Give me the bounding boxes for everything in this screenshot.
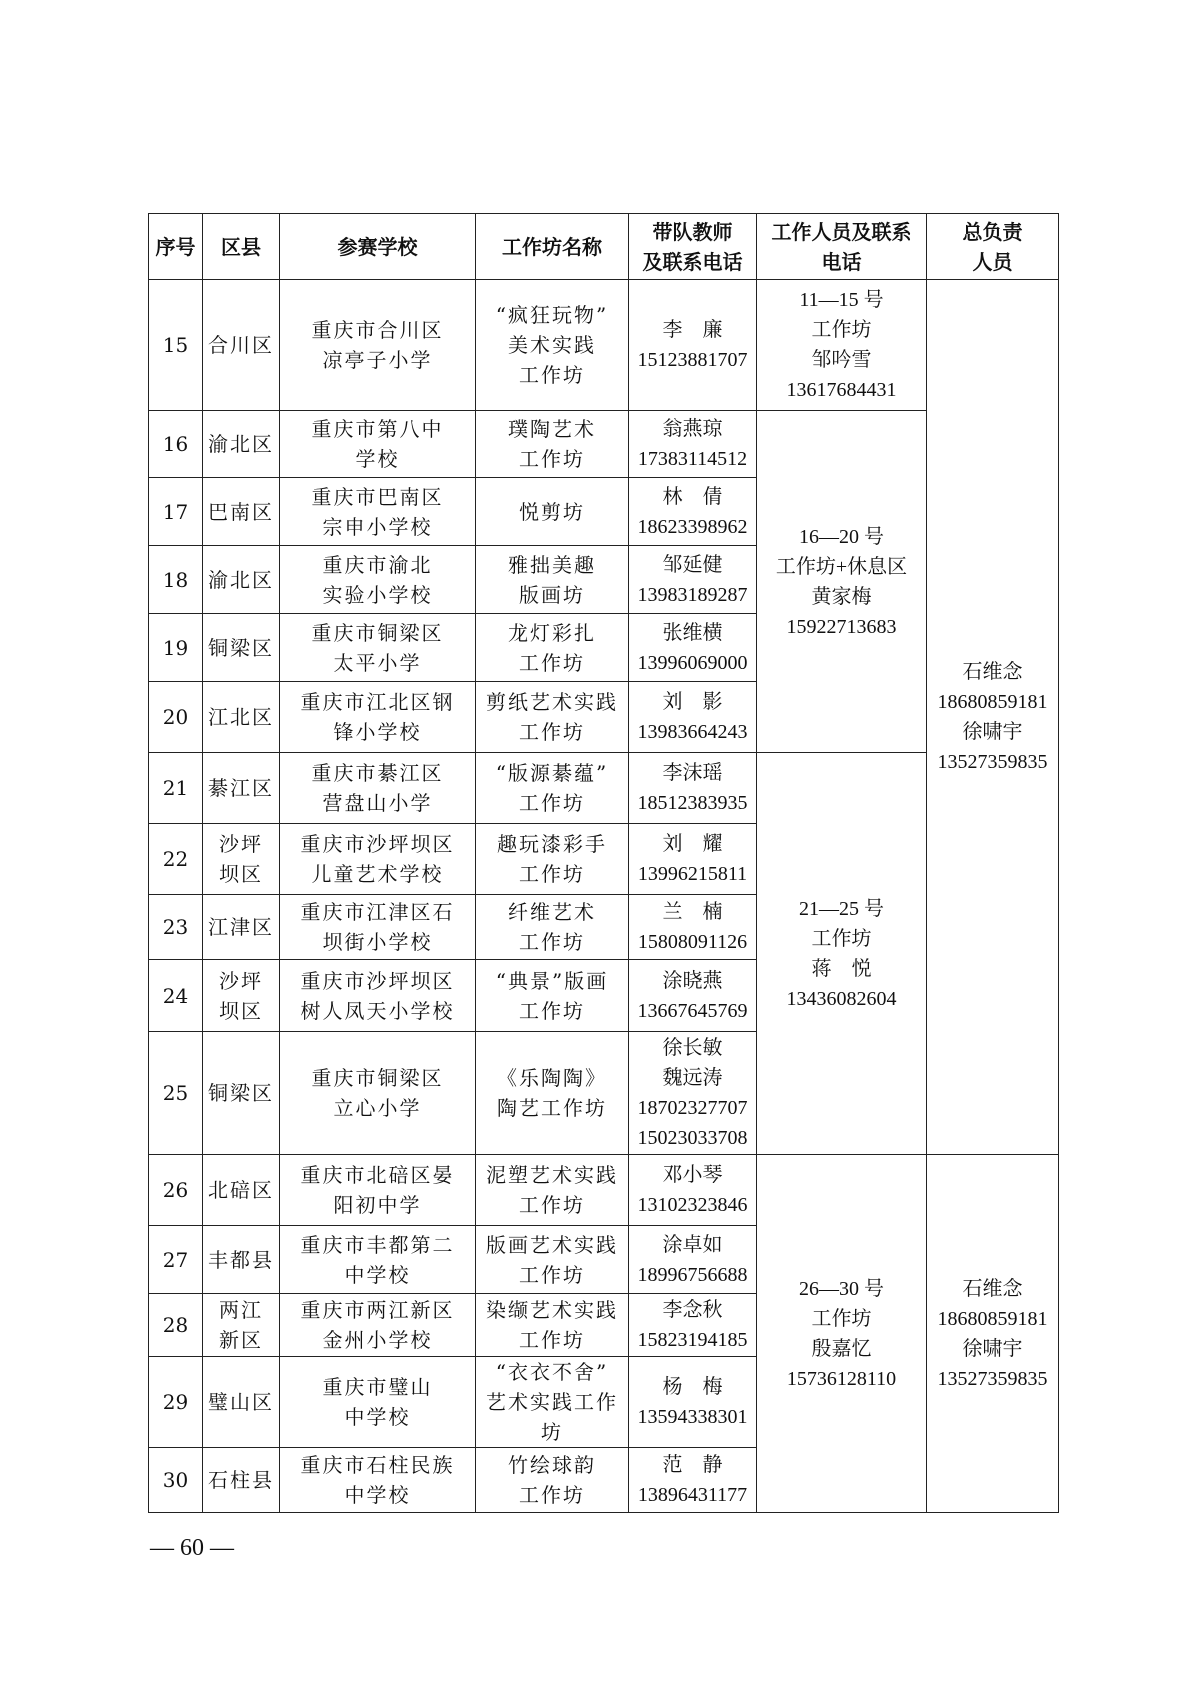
header-staff-line: 工作人员及联系 — [771, 219, 912, 244]
cell-school — [280, 682, 476, 753]
cell-teacher — [629, 614, 757, 682]
header-district: 区县 — [203, 214, 280, 280]
cell-school-line: 阳初中学 — [333, 1193, 422, 1217]
cell-workshop — [476, 1294, 629, 1357]
header-staff-line: 电话 — [821, 249, 862, 274]
cell-district-line: 铜梁区 — [208, 635, 274, 660]
cell-workshop-line: 工作坊 — [519, 998, 585, 1023]
table-row — [149, 280, 1059, 411]
cell-staff-group-line: 邹吟雪 — [811, 349, 872, 371]
cell-chief-group-line: 18680859181 — [937, 691, 1048, 713]
cell-school-line: 中学校 — [344, 1405, 411, 1429]
cell-school-line: 中学校 — [344, 1483, 411, 1507]
cell-teacher-line: 张维横 — [662, 621, 723, 644]
cell-staff-group — [757, 753, 927, 1155]
cell-staff-group-line: 工作坊 — [811, 927, 872, 950]
cell-seq: 15 — [149, 280, 203, 411]
cell-district-line: 坝区 — [219, 998, 263, 1023]
cell-staff-group-line: 16—20 号 — [799, 525, 884, 548]
cell-teacher — [629, 895, 757, 960]
cell-workshop-line: 工作坊 — [519, 650, 585, 675]
cell-district — [203, 1357, 280, 1448]
cell-staff-group-line: 殷嘉忆 — [811, 1337, 872, 1360]
cell-teacher — [629, 824, 757, 895]
cell-workshop-line: 悦剪坊 — [519, 499, 585, 524]
cell-staff-group-line: 工作坊 — [811, 319, 872, 341]
cell-school-line: 重庆市江北区钢 — [300, 690, 455, 714]
cell-teacher — [629, 1294, 757, 1357]
cell-teacher-line: 范 静 — [662, 1454, 723, 1476]
cell-workshop-line: “疯狂玩物” — [495, 303, 609, 327]
cell-seq: 16 — [149, 411, 203, 478]
cell-school — [280, 960, 476, 1032]
cell-school-line: 重庆市渝北 — [322, 552, 433, 577]
cell-school-line: 重庆市北碚区晏 — [300, 1163, 455, 1187]
cell-workshop — [476, 1226, 629, 1294]
cell-workshop — [476, 1155, 629, 1226]
cell-chief-group-line: 石维念 — [962, 1277, 1023, 1300]
cell-district — [203, 546, 280, 614]
cell-district-line: 江津区 — [208, 915, 274, 939]
cell-workshop-line: 竹绘球韵 — [508, 1453, 596, 1477]
cell-workshop-line: 工作坊 — [519, 1262, 585, 1287]
cell-school-line: 实验小学校 — [322, 582, 433, 607]
cell-school — [280, 895, 476, 960]
cell-chief-group-line: 徐啸宇 — [962, 721, 1023, 743]
cell-district-line: 新区 — [219, 1328, 263, 1352]
cell-teacher-line: 李 廉 — [662, 319, 723, 341]
cell-staff-group-line: 15922713683 — [786, 615, 897, 638]
cell-school-line: 重庆市沙坪坝区 — [300, 832, 455, 856]
cell-school-line: 儿童艺术学校 — [311, 862, 444, 886]
cell-staff-group-line: 15736128110 — [786, 1367, 897, 1390]
cell-district — [203, 614, 280, 682]
cell-district-line: 沙坪 — [219, 968, 263, 993]
header-row — [149, 214, 1059, 280]
cell-staff-group-line: 蒋 悦 — [811, 957, 872, 980]
cell-workshop — [476, 1357, 629, 1448]
cell-teacher-line: 18623398962 — [637, 515, 748, 538]
cell-workshop-line: 工作坊 — [519, 930, 585, 954]
cell-teacher-line: 13896431177 — [637, 1484, 748, 1506]
cell-workshop-line: 版画坊 — [519, 582, 585, 607]
header-teacher-line: 及联系电话 — [642, 249, 743, 274]
cell-staff-group-line: 工作坊+休息区 — [775, 555, 908, 578]
header-seq: 序号 — [149, 214, 203, 280]
cell-workshop — [476, 682, 629, 753]
cell-teacher-line: 13996069000 — [637, 651, 748, 674]
cell-school-line: 重庆市江津区石 — [300, 900, 455, 924]
cell-district-line: 合川区 — [208, 333, 274, 357]
cell-district-line: 丰都县 — [208, 1247, 274, 1272]
cell-district — [203, 753, 280, 824]
cell-staff-group-line: 11—15 号 — [799, 289, 884, 311]
cell-district — [203, 960, 280, 1032]
cell-district-line: 两江 — [219, 1298, 263, 1322]
cell-teacher — [629, 411, 757, 478]
header-staff — [757, 214, 927, 280]
cell-workshop — [476, 960, 629, 1032]
cell-teacher-line: 翁燕琼 — [662, 418, 723, 440]
cell-seq: 18 — [149, 546, 203, 614]
cell-district — [203, 895, 280, 960]
header-chief — [927, 214, 1059, 280]
cell-seq: 30 — [149, 1448, 203, 1513]
cell-workshop-line: 剪纸艺术实践 — [486, 690, 618, 714]
cell-staff-group-line: 13617684431 — [786, 379, 897, 401]
cell-teacher-line: 13102323846 — [637, 1194, 748, 1216]
cell-school — [280, 1448, 476, 1513]
cell-workshop — [476, 280, 629, 411]
cell-seq: 23 — [149, 895, 203, 960]
cell-school-line: 重庆市沙坪坝区 — [300, 968, 455, 993]
cell-workshop-line: 泥塑艺术实践 — [486, 1163, 618, 1187]
cell-workshop — [476, 614, 629, 682]
cell-school-line: 金州小学校 — [322, 1328, 433, 1352]
cell-school — [280, 411, 476, 478]
cell-school — [280, 824, 476, 895]
cell-school-line: 凉亭子小学 — [322, 348, 433, 372]
cell-seq: 27 — [149, 1226, 203, 1294]
cell-district-line: 渝北区 — [208, 567, 274, 592]
cell-teacher — [629, 478, 757, 546]
cell-school — [280, 546, 476, 614]
cell-district — [203, 1032, 280, 1155]
cell-workshop-line: 美术实践 — [508, 333, 596, 357]
cell-workshop — [476, 824, 629, 895]
cell-school-line: 坝街小学校 — [322, 930, 433, 954]
header-school: 参赛学校 — [280, 214, 476, 280]
cell-seq: 17 — [149, 478, 203, 546]
cell-teacher-line: 13667645769 — [637, 999, 748, 1022]
cell-teacher-line: 18996756688 — [637, 1263, 748, 1286]
header-chief-line: 人员 — [972, 249, 1013, 274]
cell-workshop-line: “版源綦蕴” — [495, 761, 609, 785]
cell-teacher-line: 邓小琴 — [662, 1164, 723, 1186]
cell-district — [203, 824, 280, 895]
cell-district-line: 铜梁区 — [208, 1081, 274, 1105]
cell-seq: 21 — [149, 753, 203, 824]
cell-chief-group-line: 13527359835 — [937, 751, 1048, 773]
cell-school — [280, 280, 476, 411]
cell-school-line: 重庆市合川区 — [311, 318, 444, 342]
cell-teacher-line: 18702327707 — [637, 1097, 748, 1119]
cell-school — [280, 1294, 476, 1357]
cell-workshop-line: 工作坊 — [519, 363, 585, 387]
page-number: — 60 — — [150, 1535, 234, 1561]
cell-teacher-line: 杨 梅 — [662, 1376, 723, 1398]
cell-staff-group-line: 黄家梅 — [811, 585, 872, 608]
cell-teacher — [629, 1448, 757, 1513]
cell-chief-group-line: 徐啸宇 — [962, 1337, 1023, 1360]
cell-chief-group-line: 13527359835 — [937, 1367, 1048, 1390]
cell-workshop-line: 工作坊 — [519, 447, 585, 471]
cell-district — [203, 1448, 280, 1513]
header-workshop: 工作坊名称 — [476, 214, 629, 280]
cell-school-line: 营盘山小学 — [322, 791, 433, 815]
cell-school — [280, 478, 476, 546]
cell-teacher-line: 15023033708 — [637, 1127, 748, 1149]
cell-school-line: 中学校 — [344, 1262, 411, 1287]
cell-teacher-line: 13996215811 — [637, 863, 748, 885]
cell-teacher-line: 邹延健 — [662, 553, 723, 576]
cell-teacher — [629, 280, 757, 411]
cell-workshop-line: “衣衣不舍” — [495, 1360, 609, 1384]
cell-teacher-line: 13983664243 — [637, 721, 748, 743]
cell-chief-group-line: 石维念 — [962, 661, 1023, 683]
cell-staff-group-line: 工作坊 — [811, 1307, 872, 1330]
cell-seq: 25 — [149, 1032, 203, 1155]
cell-teacher — [629, 546, 757, 614]
cell-staff-group-line: 26—30 号 — [799, 1277, 884, 1300]
cell-workshop — [476, 478, 629, 546]
cell-workshop — [476, 546, 629, 614]
table-row — [149, 1155, 1059, 1226]
cell-school — [280, 1226, 476, 1294]
cell-school — [280, 614, 476, 682]
cell-teacher-line: 徐长敏 — [662, 1037, 723, 1059]
cell-teacher-line: 13983189287 — [637, 583, 748, 606]
cell-staff-group — [757, 411, 927, 753]
cell-district-line: 巴南区 — [208, 499, 274, 524]
cell-school-line: 重庆市璧山 — [322, 1375, 433, 1399]
cell-district-line: 江北区 — [208, 705, 274, 729]
cell-chief-group — [927, 1155, 1059, 1513]
cell-seq: 24 — [149, 960, 203, 1032]
cell-seq: 28 — [149, 1294, 203, 1357]
cell-teacher-line: 涂晓燕 — [662, 969, 723, 992]
cell-teacher-line: 刘 影 — [662, 691, 723, 713]
workshop-table — [148, 213, 1059, 1513]
cell-district-line: 璧山区 — [208, 1390, 274, 1414]
cell-workshop — [476, 1032, 629, 1155]
cell-school-line: 太平小学 — [333, 650, 422, 675]
cell-workshop — [476, 753, 629, 824]
cell-workshop-line: 工作坊 — [519, 720, 585, 744]
cell-teacher — [629, 1226, 757, 1294]
cell-district — [203, 682, 280, 753]
cell-seq: 22 — [149, 824, 203, 895]
cell-school — [280, 1357, 476, 1448]
cell-school-line: 重庆市綦江区 — [311, 761, 444, 785]
cell-teacher-line: 15808091126 — [637, 931, 748, 953]
cell-school — [280, 1155, 476, 1226]
cell-school-line: 重庆市铜梁区 — [311, 620, 444, 645]
cell-seq: 20 — [149, 682, 203, 753]
cell-seq: 26 — [149, 1155, 203, 1226]
cell-workshop — [476, 411, 629, 478]
cell-workshop-line: 工作坊 — [519, 791, 585, 815]
cell-district-line: 坝区 — [219, 862, 263, 886]
cell-workshop-line: 艺术实践工作坊 — [486, 1390, 618, 1444]
cell-staff-group — [757, 1155, 927, 1513]
cell-workshop-line: 《乐陶陶》 — [497, 1066, 607, 1090]
cell-district — [203, 1294, 280, 1357]
cell-district — [203, 1226, 280, 1294]
cell-teacher — [629, 1155, 757, 1226]
cell-teacher-line: 李沫瑶 — [662, 762, 723, 784]
cell-workshop-line: 工作坊 — [519, 1483, 585, 1507]
cell-workshop-line: 雅拙美趣 — [508, 552, 596, 577]
cell-district — [203, 478, 280, 546]
cell-district-line: 沙坪 — [219, 832, 263, 856]
cell-workshop-line: 工作坊 — [519, 1328, 585, 1352]
cell-workshop-line: 纤维艺术 — [508, 900, 596, 924]
cell-workshop-line: 龙灯彩扎 — [508, 620, 596, 645]
cell-school-line: 锋小学校 — [333, 720, 422, 744]
cell-district — [203, 1155, 280, 1226]
cell-workshop-line: “典景”版画 — [495, 968, 609, 993]
cell-teacher-line: 李念秋 — [662, 1299, 723, 1321]
cell-teacher — [629, 753, 757, 824]
cell-school-line: 立心小学 — [333, 1096, 422, 1120]
cell-workshop-line: 陶艺工作坊 — [497, 1096, 607, 1120]
cell-workshop-line: 染缬艺术实践 — [486, 1298, 618, 1322]
table-body — [149, 280, 1059, 1513]
cell-staff-group-line: 13436082604 — [786, 987, 897, 1010]
cell-teacher-line: 兰 楠 — [662, 901, 723, 923]
header-chief-line: 总负责 — [962, 219, 1023, 244]
cell-workshop-line: 璞陶艺术 — [508, 417, 596, 441]
cell-district-line: 北碚区 — [208, 1178, 274, 1202]
cell-school-line: 宗申小学校 — [322, 514, 433, 539]
cell-teacher-line: 魏远涛 — [662, 1067, 723, 1089]
cell-teacher — [629, 682, 757, 753]
cell-teacher — [629, 1357, 757, 1448]
cell-school-line: 树人凤天小学校 — [300, 998, 455, 1023]
cell-district-line: 綦江区 — [208, 776, 274, 800]
cell-school — [280, 753, 476, 824]
cell-school — [280, 1032, 476, 1155]
cell-workshop-line: 趣玩漆彩手 — [497, 832, 607, 856]
cell-teacher — [629, 960, 757, 1032]
cell-teacher-line: 刘 耀 — [662, 833, 723, 855]
cell-seq: 19 — [149, 614, 203, 682]
cell-teacher-line: 林 倩 — [662, 485, 723, 508]
cell-workshop-line: 工作坊 — [519, 1193, 585, 1217]
cell-staff-group — [757, 280, 927, 411]
cell-school-line: 重庆市铜梁区 — [311, 1066, 444, 1090]
cell-seq: 29 — [149, 1357, 203, 1448]
cell-school-line: 学校 — [355, 447, 400, 471]
cell-teacher-line: 13594338301 — [637, 1406, 748, 1428]
cell-district — [203, 280, 280, 411]
cell-workshop-line: 版画艺术实践 — [486, 1232, 618, 1257]
cell-workshop — [476, 895, 629, 960]
cell-district — [203, 411, 280, 478]
cell-teacher — [629, 1032, 757, 1155]
cell-teacher-line: 涂卓如 — [662, 1233, 723, 1256]
cell-district-line: 渝北区 — [208, 432, 274, 456]
cell-teacher-line: 15823194185 — [637, 1329, 748, 1351]
cell-school-line: 重庆市石柱民族 — [300, 1453, 455, 1477]
cell-workshop-line: 工作坊 — [519, 862, 585, 886]
cell-teacher-line: 17383114512 — [637, 448, 748, 470]
cell-staff-group-line: 21—25 号 — [799, 897, 884, 920]
cell-school-line: 重庆市第八中 — [311, 417, 444, 441]
header-teacher — [629, 214, 757, 280]
cell-school-line: 重庆市两江新区 — [300, 1298, 455, 1322]
header-teacher-line: 带队教师 — [652, 219, 733, 244]
cell-workshop — [476, 1448, 629, 1513]
cell-chief-group-line: 18680859181 — [937, 1307, 1048, 1330]
table-row — [149, 411, 1059, 478]
cell-teacher-line: 15123881707 — [637, 349, 748, 371]
cell-chief-group — [927, 280, 1059, 1155]
cell-school-line: 重庆市巴南区 — [311, 484, 444, 509]
table-row — [149, 753, 1059, 824]
cell-district-line: 石柱县 — [208, 1468, 274, 1492]
cell-school-line: 重庆市丰都第二 — [300, 1232, 455, 1257]
cell-teacher-line: 18512383935 — [637, 792, 748, 814]
